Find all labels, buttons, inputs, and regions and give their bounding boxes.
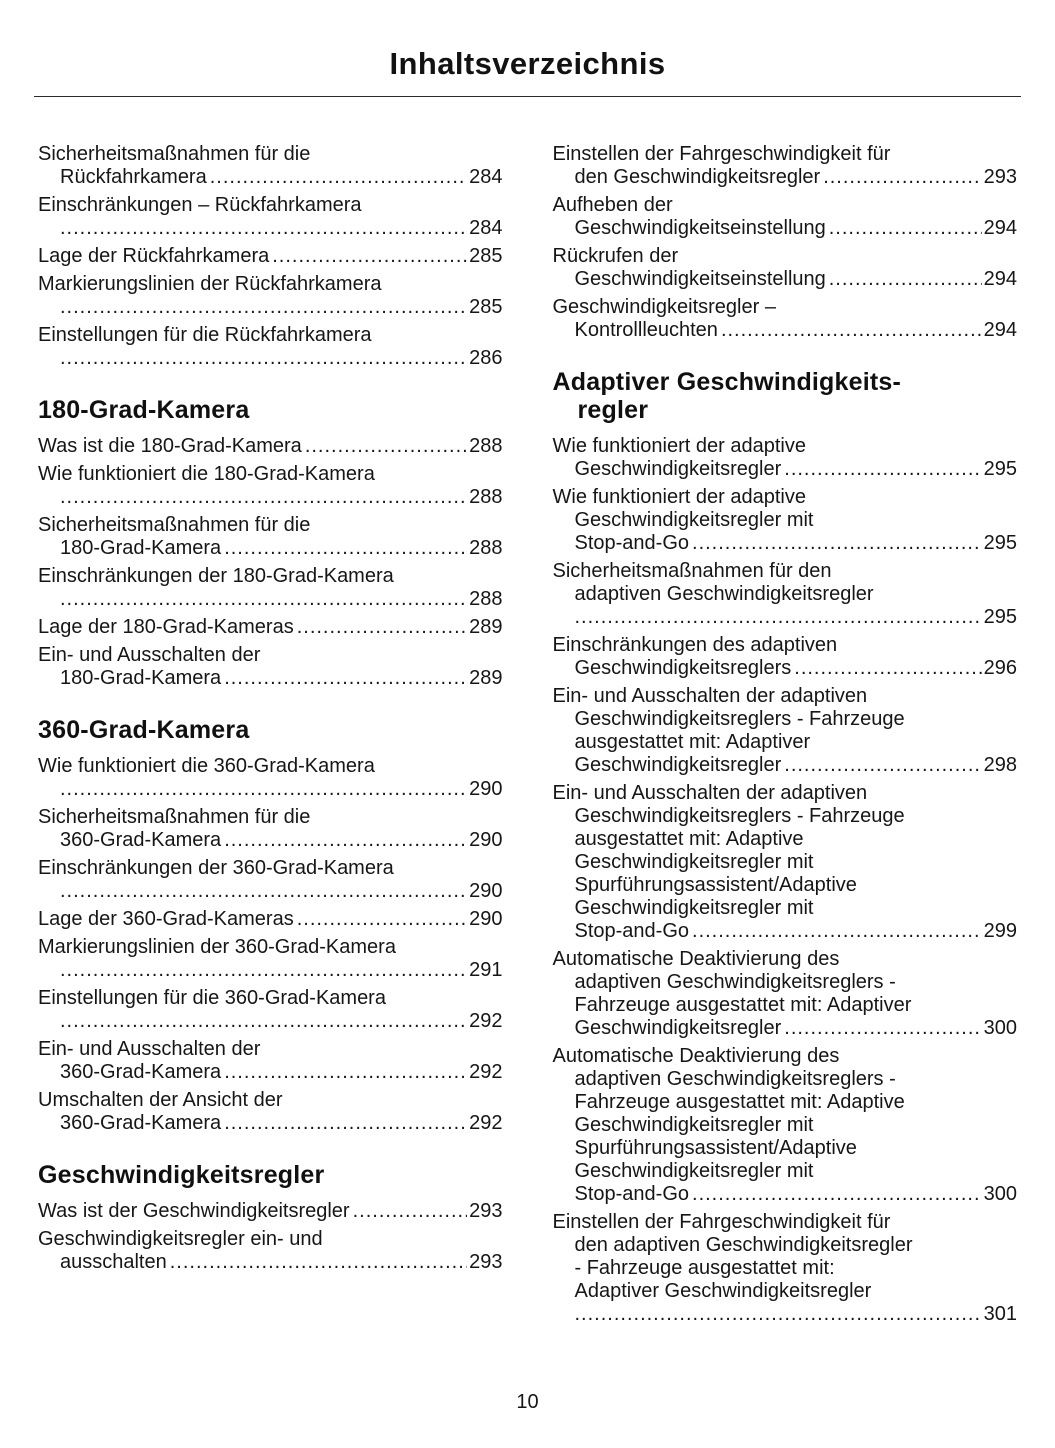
toc-entry-text-line: Sicherheitsmaßnahmen für den xyxy=(552,560,832,582)
dot-leader xyxy=(224,1061,467,1084)
toc-entry-leader-line xyxy=(553,754,1018,777)
toc-entry-leader-line xyxy=(38,880,503,903)
toc-entry xyxy=(38,616,503,639)
toc-entry-leader-line xyxy=(38,245,503,268)
dot-leader xyxy=(305,435,467,458)
toc-entry-text-line: Einstellen der Fahrgeschwindigkeit für xyxy=(552,143,891,165)
page-ref: 289 xyxy=(469,667,503,689)
page-ref: 295 xyxy=(983,606,1017,628)
toc-entry xyxy=(38,324,503,370)
toc-entry-text-line: Wie funktioniert die 360-Grad-Kamera xyxy=(38,755,375,777)
toc-entry-text-line: Ein- und Ausschalten der xyxy=(38,1038,261,1060)
toc-entry-leader-line xyxy=(553,217,1018,240)
toc-entry-text-line: Einschränkungen – Rückfahrkamera xyxy=(38,194,362,216)
dot-leader xyxy=(721,319,982,342)
toc-entry-leader-line xyxy=(38,1251,503,1274)
toc-entry-leader-line xyxy=(38,829,503,852)
dot-leader xyxy=(60,1010,467,1033)
dot-leader xyxy=(353,1200,468,1223)
page-ref: 300 xyxy=(983,1183,1017,1205)
toc-entry xyxy=(38,565,503,611)
page-ref: 292 xyxy=(469,1061,503,1083)
page-ref: 294 xyxy=(983,217,1017,239)
toc-entry-text: Rückfahrkamera xyxy=(60,166,207,188)
dot-leader xyxy=(60,588,467,611)
toc-entry-leader-line xyxy=(553,657,1018,680)
toc-entry-leader-line xyxy=(553,920,1018,943)
toc-entry xyxy=(38,245,503,268)
toc-entry-leader-line xyxy=(38,959,503,982)
toc-entry-text: Lage der Rückfahrkamera xyxy=(38,245,270,267)
page-ref: 288 xyxy=(469,435,503,457)
section-heading xyxy=(38,716,503,744)
dot-leader xyxy=(60,217,467,240)
page-ref: 284 xyxy=(469,217,503,239)
toc-columns xyxy=(34,143,1021,1331)
toc-entry xyxy=(553,194,1018,240)
toc-entry-text-line: adaptiven Geschwindigkeitsreglers - xyxy=(574,971,896,993)
page-ref: 293 xyxy=(469,1251,503,1273)
toc-entry-text: Geschwindigkeitseinstellung xyxy=(574,217,826,239)
toc-entry-text-line: Geschwindigkeitsregler mit xyxy=(574,1114,814,1136)
toc-entry-text: Geschwindigkeitsreglers xyxy=(574,657,792,679)
toc-entry xyxy=(38,908,503,931)
toc-entry-text-line: Ein- und Ausschalten der xyxy=(38,644,261,666)
toc-entry-text: Lage der 360-Grad-Kameras xyxy=(38,908,294,930)
toc-entry-text-line: Geschwindigkeitsregler mit xyxy=(574,509,814,531)
toc-entry-leader-line xyxy=(38,296,503,319)
toc-entry-text-line: Spurführungsassistent/Adaptive xyxy=(574,1137,857,1159)
toc-entry-text: ausschalten xyxy=(60,1251,167,1273)
dot-leader xyxy=(60,347,467,370)
dot-leader xyxy=(60,959,467,982)
dot-leader xyxy=(170,1251,467,1274)
toc-entry-text-line: Einschränkungen des adaptiven xyxy=(552,634,838,656)
toc-entry-leader-line xyxy=(553,1017,1018,1040)
section-heading xyxy=(38,396,503,424)
toc-entry-text-line: Markierungslinien der Rückfahrkamera xyxy=(38,273,382,295)
dot-leader xyxy=(210,166,467,189)
toc-column-left xyxy=(38,143,503,1331)
toc-entry xyxy=(38,143,503,189)
dot-leader xyxy=(224,537,467,560)
toc-entry-leader-line xyxy=(553,606,1018,629)
page-ref: 285 xyxy=(469,296,503,318)
dot-leader xyxy=(224,667,467,690)
page-ref: 292 xyxy=(469,1010,503,1032)
toc-entry-text: 180-Grad-Kamera xyxy=(60,537,222,559)
toc-entry-text-line: Geschwindigkeitsregler – xyxy=(552,296,776,318)
toc-entry-text-line: Ein- und Ausschalten der adaptiven xyxy=(552,685,868,707)
page-ref: 285 xyxy=(469,245,503,267)
toc-entry-text-line: Geschwindigkeitsreglers - Fahrzeuge xyxy=(574,708,905,730)
toc-entry-leader-line xyxy=(553,1303,1018,1326)
toc-entry-text-line: Spurführungsassistent/Adaptive xyxy=(574,874,857,896)
section-heading xyxy=(553,368,1018,424)
toc-entry xyxy=(553,245,1018,291)
page-ref: 288 xyxy=(469,486,503,508)
toc-entry-leader-line xyxy=(553,319,1018,342)
section-heading-line: 180-Grad-Kamera xyxy=(38,396,250,424)
toc-entry-leader-line xyxy=(38,486,503,509)
toc-entry-text: Stop-and-Go xyxy=(574,532,690,554)
toc-entry-text-line: Geschwindigkeitsregler ein- und xyxy=(38,1228,323,1250)
toc-entry xyxy=(38,755,503,801)
dot-leader xyxy=(297,908,467,931)
page-ref: 290 xyxy=(469,880,503,902)
toc-entry-text-line: Markierungslinien der 360-Grad-Kamera xyxy=(38,936,396,958)
toc-entry-text-line: ausgestattet mit: Adaptive xyxy=(574,828,804,850)
toc-entry-text-line: Einschränkungen der 180-Grad-Kamera xyxy=(38,565,394,587)
toc-entry-leader-line xyxy=(38,217,503,240)
toc-entry xyxy=(38,194,503,240)
toc-entry-text: Geschwindigkeitsregler xyxy=(574,1017,782,1039)
toc-entry-leader-line xyxy=(38,588,503,611)
toc-entry xyxy=(553,634,1018,680)
toc-entry xyxy=(38,857,503,903)
dot-leader xyxy=(575,606,982,629)
toc-entry-text-line: Sicherheitsmaßnahmen für die xyxy=(38,806,311,828)
toc-entry-text-line: Automatische Deaktivierung des xyxy=(552,1045,840,1067)
toc-entry-leader-line xyxy=(38,778,503,801)
page-ref: 295 xyxy=(983,458,1017,480)
toc-entry-text: Was ist die 180-Grad-Kamera xyxy=(38,435,302,457)
page-ref: 296 xyxy=(983,657,1017,679)
page-ref: 289 xyxy=(469,616,503,638)
toc-entry xyxy=(553,685,1018,777)
toc-entry-text-line: Adaptiver Geschwindigkeitsregler xyxy=(574,1280,872,1302)
toc-entry xyxy=(553,435,1018,481)
toc-entry-text-line: Aufheben der xyxy=(552,194,673,216)
toc-entry xyxy=(553,560,1018,629)
page-ref: 295 xyxy=(983,532,1017,554)
toc-entry-text-line: Wie funktioniert die 180-Grad-Kamera xyxy=(38,463,375,485)
toc-entry-text-line: Einschränkungen der 360-Grad-Kamera xyxy=(38,857,394,879)
toc-entry-text-line: Einstellungen für die Rückfahrkamera xyxy=(38,324,372,346)
page-ref: 288 xyxy=(469,537,503,559)
toc-entry-text: 360-Grad-Kamera xyxy=(60,1112,222,1134)
toc-entry-leader-line xyxy=(553,532,1018,555)
section-heading-line: 360-Grad-Kamera xyxy=(38,716,250,744)
toc-entry-text-line: - Fahrzeuge ausgestattet mit: xyxy=(574,1257,835,1279)
toc-entry xyxy=(553,1045,1018,1206)
dot-leader xyxy=(224,829,467,852)
toc-entry-text: Geschwindigkeitsregler xyxy=(574,458,782,480)
dot-leader xyxy=(823,166,981,189)
dot-leader xyxy=(224,1112,467,1135)
dot-leader xyxy=(692,532,982,555)
toc-entry-leader-line xyxy=(38,667,503,690)
toc-entry-text-line: Rückrufen der xyxy=(552,245,679,267)
toc-entry-leader-line xyxy=(38,1010,503,1033)
toc-entry-text: Stop-and-Go xyxy=(574,1183,690,1205)
toc-entry-text-line: Sicherheitsmaßnahmen für die xyxy=(38,143,311,165)
page-ref: 293 xyxy=(469,1200,503,1222)
toc-entry-text: Geschwindigkeitsregler xyxy=(574,754,782,776)
toc-entry xyxy=(38,806,503,852)
toc-entry-text-line: Sicherheitsmaßnahmen für die xyxy=(38,514,311,536)
toc-entry-text: den Geschwindigkeitsregler xyxy=(574,166,821,188)
dot-leader xyxy=(60,880,467,903)
section-heading xyxy=(38,1161,503,1189)
toc-entry-leader-line xyxy=(38,537,503,560)
toc-entry-leader-line xyxy=(553,166,1018,189)
dot-leader xyxy=(60,486,467,509)
page-ref: 294 xyxy=(983,268,1017,290)
dot-leader xyxy=(784,1017,981,1040)
toc-entry-leader-line xyxy=(38,166,503,189)
toc-entry-text-line: adaptiven Geschwindigkeitsreglers - xyxy=(574,1068,896,1090)
page-ref: 301 xyxy=(983,1303,1017,1325)
footer-page-number: 10 xyxy=(516,1391,539,1413)
page-title: Inhaltsverzeichnis xyxy=(389,46,666,81)
toc-entry xyxy=(38,644,503,690)
toc-entry-leader-line xyxy=(38,347,503,370)
toc-entry-text-line: Geschwindigkeitsreglers - Fahrzeuge xyxy=(574,805,905,827)
toc-entry xyxy=(38,514,503,560)
page-ref: 290 xyxy=(469,908,503,930)
toc-entry-leader-line xyxy=(38,616,503,639)
dot-leader xyxy=(784,458,981,481)
page-ref: 291 xyxy=(469,959,503,981)
toc-entry-text-line: den adaptiven Geschwindigkeitsregler xyxy=(574,1234,913,1256)
toc-entry xyxy=(38,987,503,1033)
page-ref: 300 xyxy=(983,1017,1017,1039)
page-ref: 298 xyxy=(983,754,1017,776)
toc-entry-text: Kontrollleuchten xyxy=(574,319,718,341)
page-ref: 299 xyxy=(983,920,1017,942)
toc-entry-text-line: ausgestattet mit: Adaptiver xyxy=(574,731,811,753)
toc-entry-leader-line xyxy=(38,1061,503,1084)
toc-entry xyxy=(38,463,503,509)
page-ref: 294 xyxy=(983,319,1017,341)
section-heading-line: Adaptiver Geschwindigkeits- xyxy=(552,368,902,396)
toc-entry-leader-line xyxy=(38,1112,503,1135)
toc-entry xyxy=(38,1089,503,1135)
page-ref: 292 xyxy=(469,1112,503,1134)
page-ref: 288 xyxy=(469,588,503,610)
toc-entry-leader-line xyxy=(553,1183,1018,1206)
page-ref: 290 xyxy=(469,778,503,800)
toc-entry xyxy=(38,1038,503,1084)
toc-entry-leader-line xyxy=(553,268,1018,291)
page-ref: 284 xyxy=(469,166,503,188)
dot-leader xyxy=(272,245,467,268)
dot-leader xyxy=(297,616,467,639)
title-divider xyxy=(34,96,1021,97)
toc-entry xyxy=(553,948,1018,1040)
toc-entry-text-line: Wie funktioniert der adaptive xyxy=(552,435,806,457)
toc-entry-text-line: Einstellen der Fahrgeschwindigkeit für xyxy=(552,1211,891,1233)
toc-entry-text-line: Wie funktioniert der adaptive xyxy=(552,486,806,508)
toc-entry xyxy=(553,143,1018,189)
toc-entry xyxy=(38,936,503,982)
toc-entry xyxy=(38,273,503,319)
toc-entry-text-line: adaptiven Geschwindigkeitsregler xyxy=(574,583,874,605)
page-ref: 293 xyxy=(983,166,1017,188)
toc-entry xyxy=(553,782,1018,943)
toc-entry-text: Was ist der Geschwindigkeitsregler xyxy=(38,1200,350,1222)
toc-entry xyxy=(38,1228,503,1274)
dot-leader xyxy=(829,268,982,291)
toc-entry-text-line: Einstellungen für die 360-Grad-Kamera xyxy=(38,987,386,1009)
toc-entry-leader-line xyxy=(38,908,503,931)
toc-entry xyxy=(553,486,1018,555)
section-heading-line: regler xyxy=(577,396,649,424)
toc-entry xyxy=(553,1211,1018,1326)
toc-entry-text-line: Umschalten der Ansicht der xyxy=(38,1089,283,1111)
dot-leader xyxy=(692,1183,982,1206)
toc-entry xyxy=(38,435,503,458)
toc-entry-leader-line xyxy=(38,435,503,458)
toc-column-right xyxy=(553,143,1018,1331)
dot-leader xyxy=(784,754,981,777)
toc-entry-text-line: Geschwindigkeitsregler mit xyxy=(574,1160,814,1182)
page-ref: 290 xyxy=(469,829,503,851)
toc-entry-text: 360-Grad-Kamera xyxy=(60,1061,222,1083)
section-heading-line: Geschwindigkeitsregler xyxy=(38,1161,325,1189)
page-ref: 286 xyxy=(469,347,503,369)
dot-leader xyxy=(60,296,467,319)
toc-entry-text: Geschwindigkeitseinstellung xyxy=(574,268,826,290)
toc-entry-text-line: Fahrzeuge ausgestattet mit: Adaptive xyxy=(574,1091,905,1113)
toc-entry-leader-line xyxy=(553,458,1018,481)
toc-entry-text-line: Ein- und Ausschalten der adaptiven xyxy=(552,782,868,804)
dot-leader xyxy=(829,217,982,240)
toc-entry-text-line: Geschwindigkeitsregler mit xyxy=(574,851,814,873)
toc-entry-text-line: Geschwindigkeitsregler mit xyxy=(574,897,814,919)
toc-entry-leader-line xyxy=(38,1200,503,1223)
dot-leader xyxy=(575,1303,982,1326)
dot-leader xyxy=(692,920,982,943)
toc-entry-text: Stop-and-Go xyxy=(574,920,690,942)
toc-entry-text: 180-Grad-Kamera xyxy=(60,667,222,689)
toc-entry-text-line: Automatische Deaktivierung des xyxy=(552,948,840,970)
toc-entry xyxy=(553,296,1018,342)
dot-leader xyxy=(794,657,981,680)
toc-entry xyxy=(38,1200,503,1223)
dot-leader xyxy=(60,778,467,801)
toc-entry-text: 360-Grad-Kamera xyxy=(60,829,222,851)
toc-entry-text-line: Fahrzeuge ausgestattet mit: Adaptiver xyxy=(574,994,912,1016)
toc-entry-text: Lage der 180-Grad-Kameras xyxy=(38,616,294,638)
